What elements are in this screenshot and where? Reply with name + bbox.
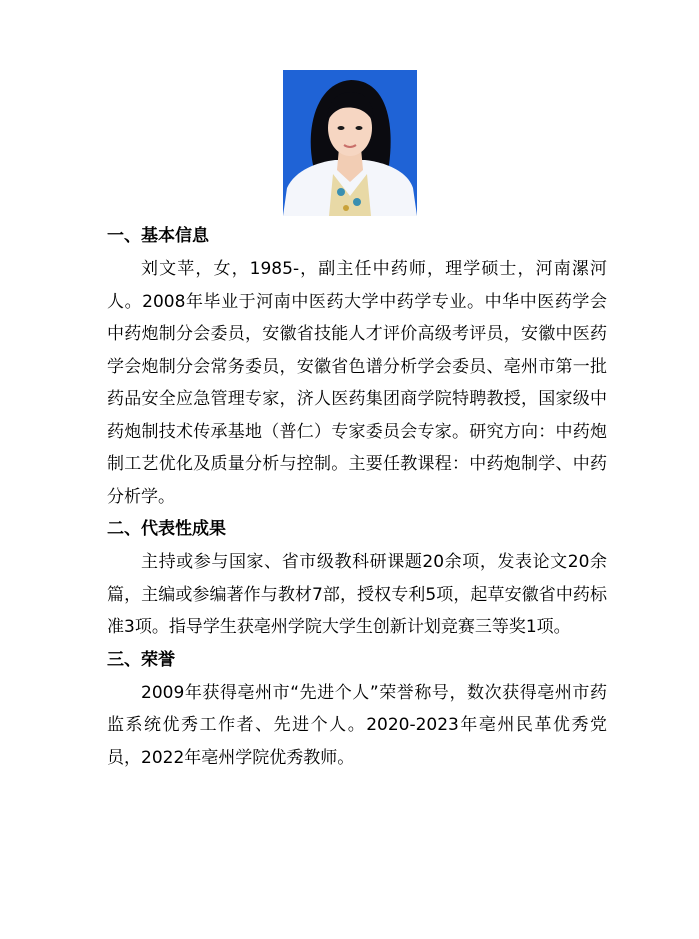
basic-info-text: 刘文苹，女，1985-，副主任中药师，理学硕士，河南漯河人。2008年毕业于河南中医药大学中药学专业。中华中医药学会中药炮制分会委员，安徽省技能人才评价高级考评员，安徽中医药学会炮制分会常务委员，安徽省色谱分析学会委员、亳州市第一批药品安全应急管理专家，济人医药集团商学院特聘教授，国家级中药炮制技术传承基地（普仁）专家委员会专家。研究方向：中药炮制工艺优化及质量分析与控制。主要任教课程：中药炮制学、中药分析学。 xyxy=(107,259,607,507)
honors-text: 2009年获得亳州市“先进个人”荣誉称号，数次获得亳州市药监系统优秀工作者、先进个人。2020-2023年亳州民革优秀党员，2022年亳州学院优秀教师。 xyxy=(107,682,607,768)
resume-document xyxy=(107,220,607,774)
section-heading-honors: 三、荣誉 xyxy=(107,649,175,670)
section-heading-basic-info: 一、基本信息 xyxy=(107,226,209,246)
portrait-photo xyxy=(283,70,417,216)
achievements-text: 主持或参与国家、省市级教科研课题20余项，发表论文20余篇，主编或参编著作与教材7部，授权专利5项，起草安徽省中药标准3项。指导学生获亳州学院大学生创新计划竞赛三等奖1项。 xyxy=(107,552,607,637)
section-heading-achievements: 二、代表性成果 xyxy=(107,519,226,539)
portrait-illustration xyxy=(283,70,417,216)
